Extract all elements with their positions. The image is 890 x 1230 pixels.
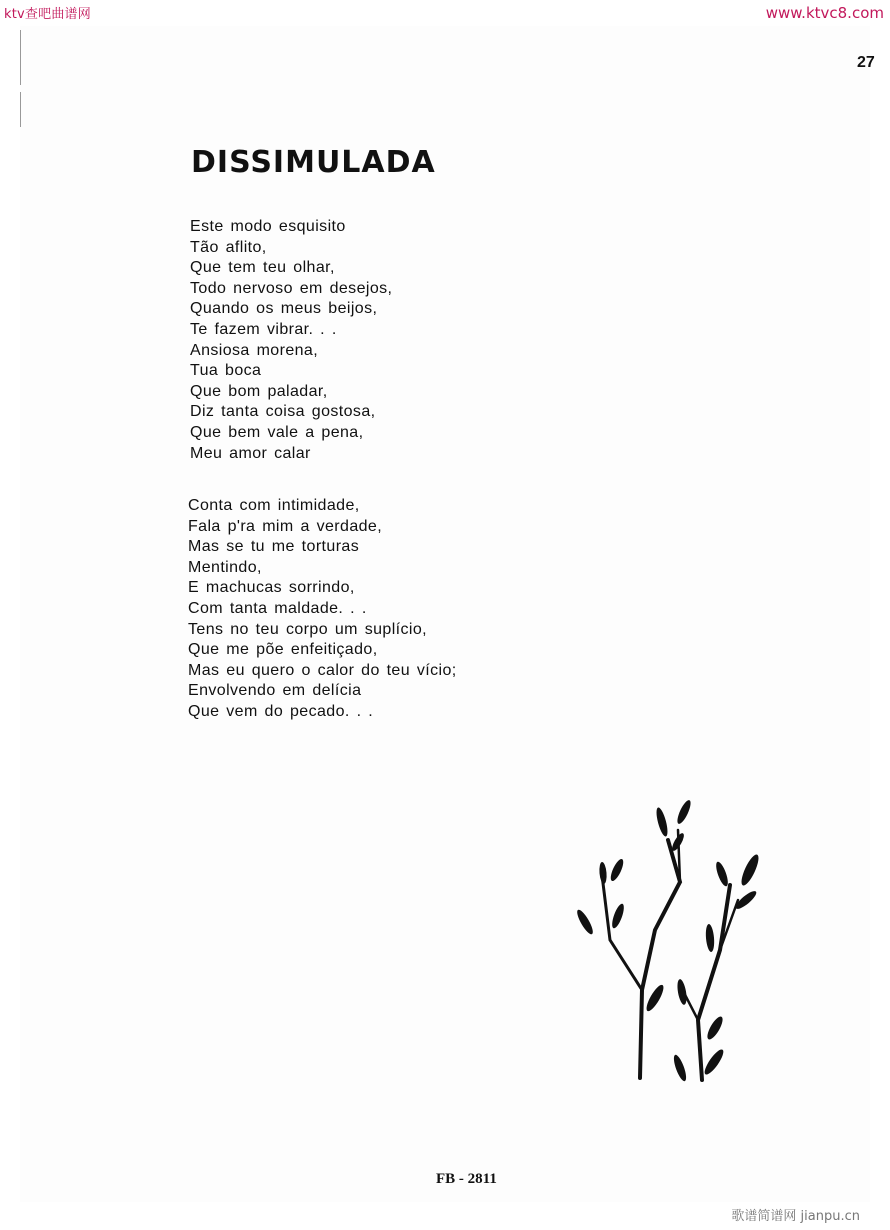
watermark-top-left[interactable]: ktv查吧曲谱网 [4,7,91,22]
watermark-top-right[interactable]: www.ktvc8.com [765,4,884,22]
verse-line: Meu amor calar [190,444,311,462]
verse-line: Este modo esquisito [190,218,346,235]
verse-line: Mas eu quero o calor do teu vício; [188,661,457,679]
catalog-code: FB - 2811 [436,1171,497,1187]
verse-line: Tão aflito, [190,238,267,256]
scan-mark [20,30,21,85]
verse-line: Que me põe enfeitiçado, [188,641,378,659]
verse-line: Diz tanta coisa gostosa, [190,403,376,421]
verse-line: Todo nervoso em desejos, [190,279,393,297]
verse-line: Conta com intimidade, [188,497,360,514]
scan-mark [20,92,21,127]
page-number: 27 [857,54,875,71]
verse-line: Envolvendo em delícia [188,682,362,700]
verse-line: Mentindo, [188,558,262,576]
verse-line: Tua boca [190,362,262,380]
stanza-2 [188,496,457,723]
verse-line: Que bem vale a pena, [190,423,364,441]
stanza-1 [190,217,392,464]
verse-line: Que vem do pecado. . . [188,702,374,720]
verse-line: Te fazem vibrar. . . [190,320,337,338]
verse-line: Quando os meus beijos, [190,300,378,318]
page-title: DISSIMULADA [191,145,436,180]
leafy-branch-icon [570,790,770,1090]
verse-line: Que tem teu olhar, [190,259,335,277]
verse-line: Fala p'ra mim a verdade, [188,517,383,535]
verse-line: Com tanta maldade. . . [188,599,367,617]
verse-line: Ansiosa morena, [190,341,319,359]
verse-line: Mas se tu me torturas [188,538,360,556]
watermark-bottom-right[interactable]: 歌谱简谱网 jianpu.cn [731,1209,860,1224]
verse-line: Tens no teu corpo um suplício, [188,620,428,638]
verse-line: E machucas sorrindo, [188,579,355,597]
verse-line: Que bom paladar, [190,382,328,400]
